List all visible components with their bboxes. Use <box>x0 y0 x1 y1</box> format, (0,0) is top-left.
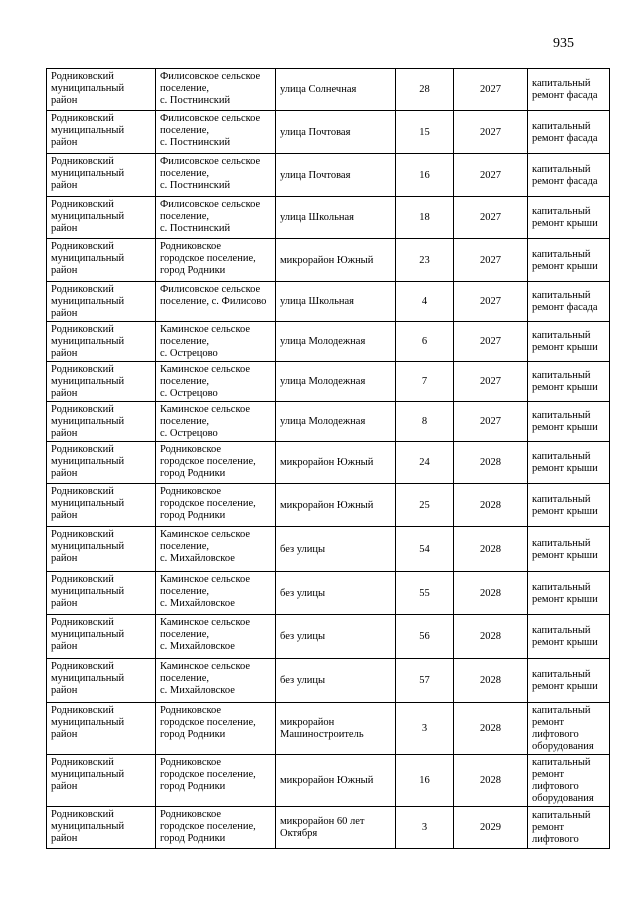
cell-work-type <box>528 154 610 197</box>
cell-house-number <box>396 807 454 849</box>
table-row <box>47 111 610 154</box>
cell-street <box>276 154 396 197</box>
cell-house-number <box>396 154 454 197</box>
cell-district-text: Родниковский муниципальный район <box>51 404 125 439</box>
cell-year <box>454 442 528 484</box>
cell-district-text: Родниковский муниципальный район <box>51 241 125 276</box>
cell-house-number <box>396 282 454 322</box>
cell-district-text: Родниковский муниципальный район <box>51 156 125 191</box>
cell-house-number <box>396 527 454 572</box>
cell-district <box>47 69 156 111</box>
cell-district-text: Родниковский муниципальный район <box>51 574 125 609</box>
cell-house-number <box>396 362 454 402</box>
cell-work-type-text: капитальный ремонт лифтового <box>532 810 591 845</box>
cell-work-type <box>528 615 610 659</box>
cell-work-type <box>528 239 610 282</box>
cell-settlement <box>156 703 276 755</box>
cell-settlement <box>156 527 276 572</box>
table-row <box>47 527 610 572</box>
cell-house-number <box>396 484 454 527</box>
cell-year <box>454 659 528 703</box>
cell-work-type-text: капитальный ремонт крыши <box>532 370 598 393</box>
cell-street <box>276 239 396 282</box>
cell-house-number-text: 16 <box>419 775 430 786</box>
cell-house-number-text: 6 <box>421 336 428 347</box>
table-row <box>47 402 610 442</box>
cell-work-type-text: капитальный ремонт крыши <box>532 248 598 272</box>
cell-house-number-text: 24 <box>419 457 430 468</box>
cell-settlement <box>156 362 276 402</box>
cell-street-text: без улицы <box>280 675 326 686</box>
cell-district <box>47 527 156 572</box>
cell-house-number <box>396 659 454 703</box>
cell-house-number-text: 23 <box>419 254 430 266</box>
cell-settlement-text: Филисовское сельское поселение, с. Постнинский <box>160 113 261 148</box>
cell-settlement-text: Каминское сельское поселение, с. Острецово <box>160 364 251 399</box>
cell-work-type-text: капитальный ремонт крыши <box>532 493 598 517</box>
cell-settlement-text: Филисовское сельское поселение, с. Постнинский <box>160 199 261 234</box>
cell-house-number-text: 15 <box>419 126 430 138</box>
cell-year-text: 2027 <box>480 254 501 266</box>
cell-house-number-text: 25 <box>419 499 430 511</box>
cell-house-number-text: 4 <box>421 296 428 307</box>
cell-street-text: улица Школьная <box>280 296 354 307</box>
cell-district <box>47 402 156 442</box>
cell-year <box>454 484 528 527</box>
cell-year-text: 2027 <box>480 336 501 347</box>
table-row <box>47 572 610 615</box>
cell-district <box>47 322 156 362</box>
table-row <box>47 442 610 484</box>
cell-settlement <box>156 111 276 154</box>
cell-work-type <box>528 755 610 807</box>
cell-year <box>454 322 528 362</box>
cell-street-text: без улицы <box>280 543 326 555</box>
cell-settlement-text: Родниковское городское поселение, город Родники <box>160 705 256 740</box>
cell-year <box>454 282 528 322</box>
cell-work-type <box>528 703 610 755</box>
cell-district <box>47 282 156 322</box>
cell-year <box>454 807 528 849</box>
cell-year-text: 2028 <box>480 675 501 686</box>
cell-district-text: Родниковский муниципальный район <box>51 757 125 792</box>
cell-street <box>276 703 396 755</box>
cell-year-text: 2027 <box>480 376 501 387</box>
cell-district-text: Родниковский муниципальный район <box>51 364 125 399</box>
cell-district <box>47 111 156 154</box>
cell-house-number-text: 16 <box>419 169 430 181</box>
cell-work-type-text: капитальный ремонт крыши <box>532 625 598 648</box>
cell-house-number-text: 7 <box>421 376 428 387</box>
cell-street-text: улица Молодежная <box>280 336 366 347</box>
cell-settlement-text: Каминское сельское поселение, с. Михайловское <box>160 617 251 652</box>
cell-year-text: 2028 <box>480 499 501 511</box>
cell-house-number-text: 3 <box>421 723 428 734</box>
cell-settlement <box>156 282 276 322</box>
cell-house-number <box>396 572 454 615</box>
cell-house-number <box>396 703 454 755</box>
repair-schedule-table <box>46 68 610 849</box>
cell-year-text: 2028 <box>480 723 501 734</box>
table-row <box>47 362 610 402</box>
cell-work-type <box>528 69 610 111</box>
cell-settlement-text: Каминское сельское поселение, с. Михайловское <box>160 574 251 609</box>
cell-house-number-text: 56 <box>419 631 430 642</box>
cell-settlement <box>156 154 276 197</box>
cell-work-type <box>528 807 610 849</box>
cell-district <box>47 197 156 239</box>
cell-street <box>276 282 396 322</box>
page-number: 935 <box>553 36 574 51</box>
table-row <box>47 154 610 197</box>
cell-district-text: Родниковский муниципальный район <box>51 444 125 479</box>
cell-settlement <box>156 572 276 615</box>
cell-settlement-text: Каминское сельское поселение, с. Острецово <box>160 404 251 439</box>
cell-year <box>454 154 528 197</box>
cell-district <box>47 239 156 282</box>
table-row <box>47 239 610 282</box>
cell-house-number-text: 54 <box>419 543 430 555</box>
cell-work-type <box>528 484 610 527</box>
cell-district-text: Родниковский муниципальный район <box>51 529 125 564</box>
cell-street <box>276 615 396 659</box>
cell-year <box>454 197 528 239</box>
cell-street-text: улица Молодежная <box>280 416 366 427</box>
cell-work-type-text: капитальный ремонт лифтового оборудования <box>532 757 594 804</box>
cell-district <box>47 362 156 402</box>
cell-district <box>47 442 156 484</box>
cell-street <box>276 442 396 484</box>
table-row <box>47 659 610 703</box>
cell-work-type-text: капитальный ремонт фасада <box>532 78 598 101</box>
cell-house-number <box>396 442 454 484</box>
cell-settlement-text: Родниковское городское поселение, город Родники <box>160 241 256 276</box>
cell-work-type <box>528 111 610 154</box>
cell-street-text: улица Школьная <box>280 212 354 223</box>
cell-street-text: без улицы <box>280 587 326 599</box>
cell-street <box>276 527 396 572</box>
cell-settlement-text: Филисовское сельское поселение, с. Постнинский <box>160 71 261 106</box>
cell-house-number <box>396 239 454 282</box>
cell-house-number-text: 8 <box>421 416 428 427</box>
cell-year-text: 2027 <box>480 212 501 223</box>
cell-work-type-text: капитальный ремонт фасада <box>532 120 598 144</box>
cell-house-number <box>396 755 454 807</box>
cell-district <box>47 755 156 807</box>
cell-house-number-text: 57 <box>419 675 430 686</box>
cell-district-text: Родниковский муниципальный район <box>51 199 125 234</box>
cell-work-type-text: капитальный ремонт лифтового оборудования <box>532 705 594 752</box>
cell-work-type-text: капитальный ремонт крыши <box>532 669 598 692</box>
table-body <box>47 69 610 849</box>
cell-street <box>276 197 396 239</box>
cell-year-text: 2028 <box>480 543 501 555</box>
cell-year <box>454 572 528 615</box>
cell-street <box>276 755 396 807</box>
cell-house-number <box>396 197 454 239</box>
table-row <box>47 197 610 239</box>
cell-year-text: 2028 <box>480 457 501 468</box>
table-row <box>47 703 610 755</box>
cell-settlement <box>156 484 276 527</box>
cell-year-text: 2027 <box>480 416 501 427</box>
cell-district <box>47 703 156 755</box>
cell-work-type <box>528 527 610 572</box>
cell-district-text: Родниковский муниципальный район <box>51 809 125 844</box>
cell-settlement-text: Каминское сельское поселение, с. Михайловское <box>160 529 251 564</box>
cell-district-text: Родниковский муниципальный район <box>51 486 125 521</box>
cell-work-type-text: капитальный ремонт крыши <box>532 206 598 229</box>
cell-district-text: Родниковский муниципальный район <box>51 617 125 652</box>
cell-year <box>454 703 528 755</box>
cell-year-text: 2027 <box>480 84 501 95</box>
cell-district-text: Родниковский муниципальный район <box>51 284 125 319</box>
cell-house-number-text: 28 <box>419 84 430 95</box>
table-row <box>47 322 610 362</box>
cell-year <box>454 755 528 807</box>
cell-settlement <box>156 442 276 484</box>
cell-district <box>47 807 156 849</box>
table-row <box>47 615 610 659</box>
cell-year <box>454 362 528 402</box>
cell-district-text: Родниковский муниципальный район <box>51 324 125 359</box>
cell-house-number <box>396 322 454 362</box>
cell-district <box>47 615 156 659</box>
cell-settlement <box>156 69 276 111</box>
cell-street-text: улица Молодежная <box>280 376 366 387</box>
cell-year-text: 2028 <box>480 631 501 642</box>
cell-work-type <box>528 322 610 362</box>
cell-street-text: улица Почтовая <box>280 169 351 181</box>
cell-work-type-text: капитальный ремонт фасада <box>532 163 598 187</box>
cell-work-type <box>528 659 610 703</box>
cell-house-number-text: 18 <box>419 212 430 223</box>
cell-street <box>276 402 396 442</box>
cell-settlement <box>156 197 276 239</box>
cell-year <box>454 402 528 442</box>
cell-street-text: микрорайон Южный <box>280 254 374 266</box>
cell-work-type-text: капитальный ремонт фасада <box>532 290 598 313</box>
cell-year <box>454 239 528 282</box>
cell-work-type-text: капитальный ремонт крыши <box>532 451 598 474</box>
cell-settlement-text: Родниковское городское поселение, город Родники <box>160 809 256 844</box>
cell-settlement <box>156 402 276 442</box>
cell-work-type-text: капитальный ремонт крыши <box>532 330 598 353</box>
cell-street-text: микрорайон Южный <box>280 775 374 786</box>
cell-district <box>47 659 156 703</box>
cell-house-number <box>396 69 454 111</box>
cell-house-number <box>396 615 454 659</box>
cell-street-text: микрорайон 60 лет Октября <box>280 816 365 839</box>
cell-street <box>276 659 396 703</box>
cell-settlement-text: Родниковское городское поселение, город Родники <box>160 486 256 521</box>
table-row <box>47 807 610 849</box>
cell-street <box>276 484 396 527</box>
cell-district-text: Родниковский муниципальный район <box>51 705 125 740</box>
table-row <box>47 69 610 111</box>
table-row <box>47 484 610 527</box>
cell-settlement <box>156 755 276 807</box>
cell-street <box>276 572 396 615</box>
cell-district <box>47 572 156 615</box>
cell-work-type-text: капитальный ремонт крыши <box>532 581 598 605</box>
cell-street-text: улица Солнечная <box>280 84 357 95</box>
cell-work-type <box>528 282 610 322</box>
table-row <box>47 282 610 322</box>
cell-street-text: микрорайон Южный <box>280 457 374 468</box>
cell-year <box>454 111 528 154</box>
cell-settlement-text: Каминское сельское поселение, с. Михайловское <box>160 661 251 696</box>
cell-year <box>454 527 528 572</box>
cell-work-type <box>528 442 610 484</box>
table-row <box>47 755 610 807</box>
cell-district-text: Родниковский муниципальный район <box>51 71 125 106</box>
cell-house-number <box>396 402 454 442</box>
cell-street <box>276 807 396 849</box>
cell-settlement-text: Родниковское городское поселение, город Родники <box>160 757 256 792</box>
cell-settlement-text: Филисовское сельское поселение, с. Постнинский <box>160 156 261 191</box>
cell-street-text: без улицы <box>280 631 326 642</box>
cell-settlement <box>156 615 276 659</box>
cell-work-type <box>528 402 610 442</box>
cell-settlement-text: Родниковское городское поселение, город Родники <box>160 444 256 479</box>
cell-house-number <box>396 111 454 154</box>
cell-street <box>276 362 396 402</box>
cell-year-text: 2028 <box>480 775 501 786</box>
cell-district-text: Родниковский муниципальный район <box>51 661 125 696</box>
cell-year-text: 2027 <box>480 169 501 181</box>
cell-settlement <box>156 659 276 703</box>
cell-district <box>47 154 156 197</box>
cell-settlement <box>156 322 276 362</box>
cell-street-text: улица Почтовая <box>280 126 351 138</box>
cell-settlement <box>156 807 276 849</box>
cell-street-text: микрорайон Южный <box>280 499 374 511</box>
cell-district <box>47 484 156 527</box>
cell-work-type-text: капитальный ремонт крыши <box>532 410 598 433</box>
cell-work-type <box>528 362 610 402</box>
cell-year-text: 2028 <box>480 587 501 599</box>
cell-street <box>276 322 396 362</box>
cell-year-text: 2029 <box>480 822 501 833</box>
cell-settlement-text: Каминское сельское поселение, с. Острецово <box>160 324 251 359</box>
cell-street-text: микрорайон Машиностроитель <box>280 717 364 740</box>
cell-settlement <box>156 239 276 282</box>
cell-year-text: 2027 <box>480 126 501 138</box>
cell-settlement-text: Филисовское сельское поселение, с. Филисово <box>160 284 267 307</box>
cell-street <box>276 69 396 111</box>
cell-district-text: Родниковский муниципальный район <box>51 113 125 148</box>
cell-work-type <box>528 197 610 239</box>
cell-year <box>454 69 528 111</box>
cell-house-number-text: 55 <box>419 587 430 599</box>
cell-house-number-text: 3 <box>421 822 428 833</box>
cell-year <box>454 615 528 659</box>
cell-street <box>276 111 396 154</box>
cell-work-type-text: капитальный ремонт крыши <box>532 537 598 561</box>
cell-work-type <box>528 572 610 615</box>
cell-year-text: 2027 <box>480 296 501 307</box>
